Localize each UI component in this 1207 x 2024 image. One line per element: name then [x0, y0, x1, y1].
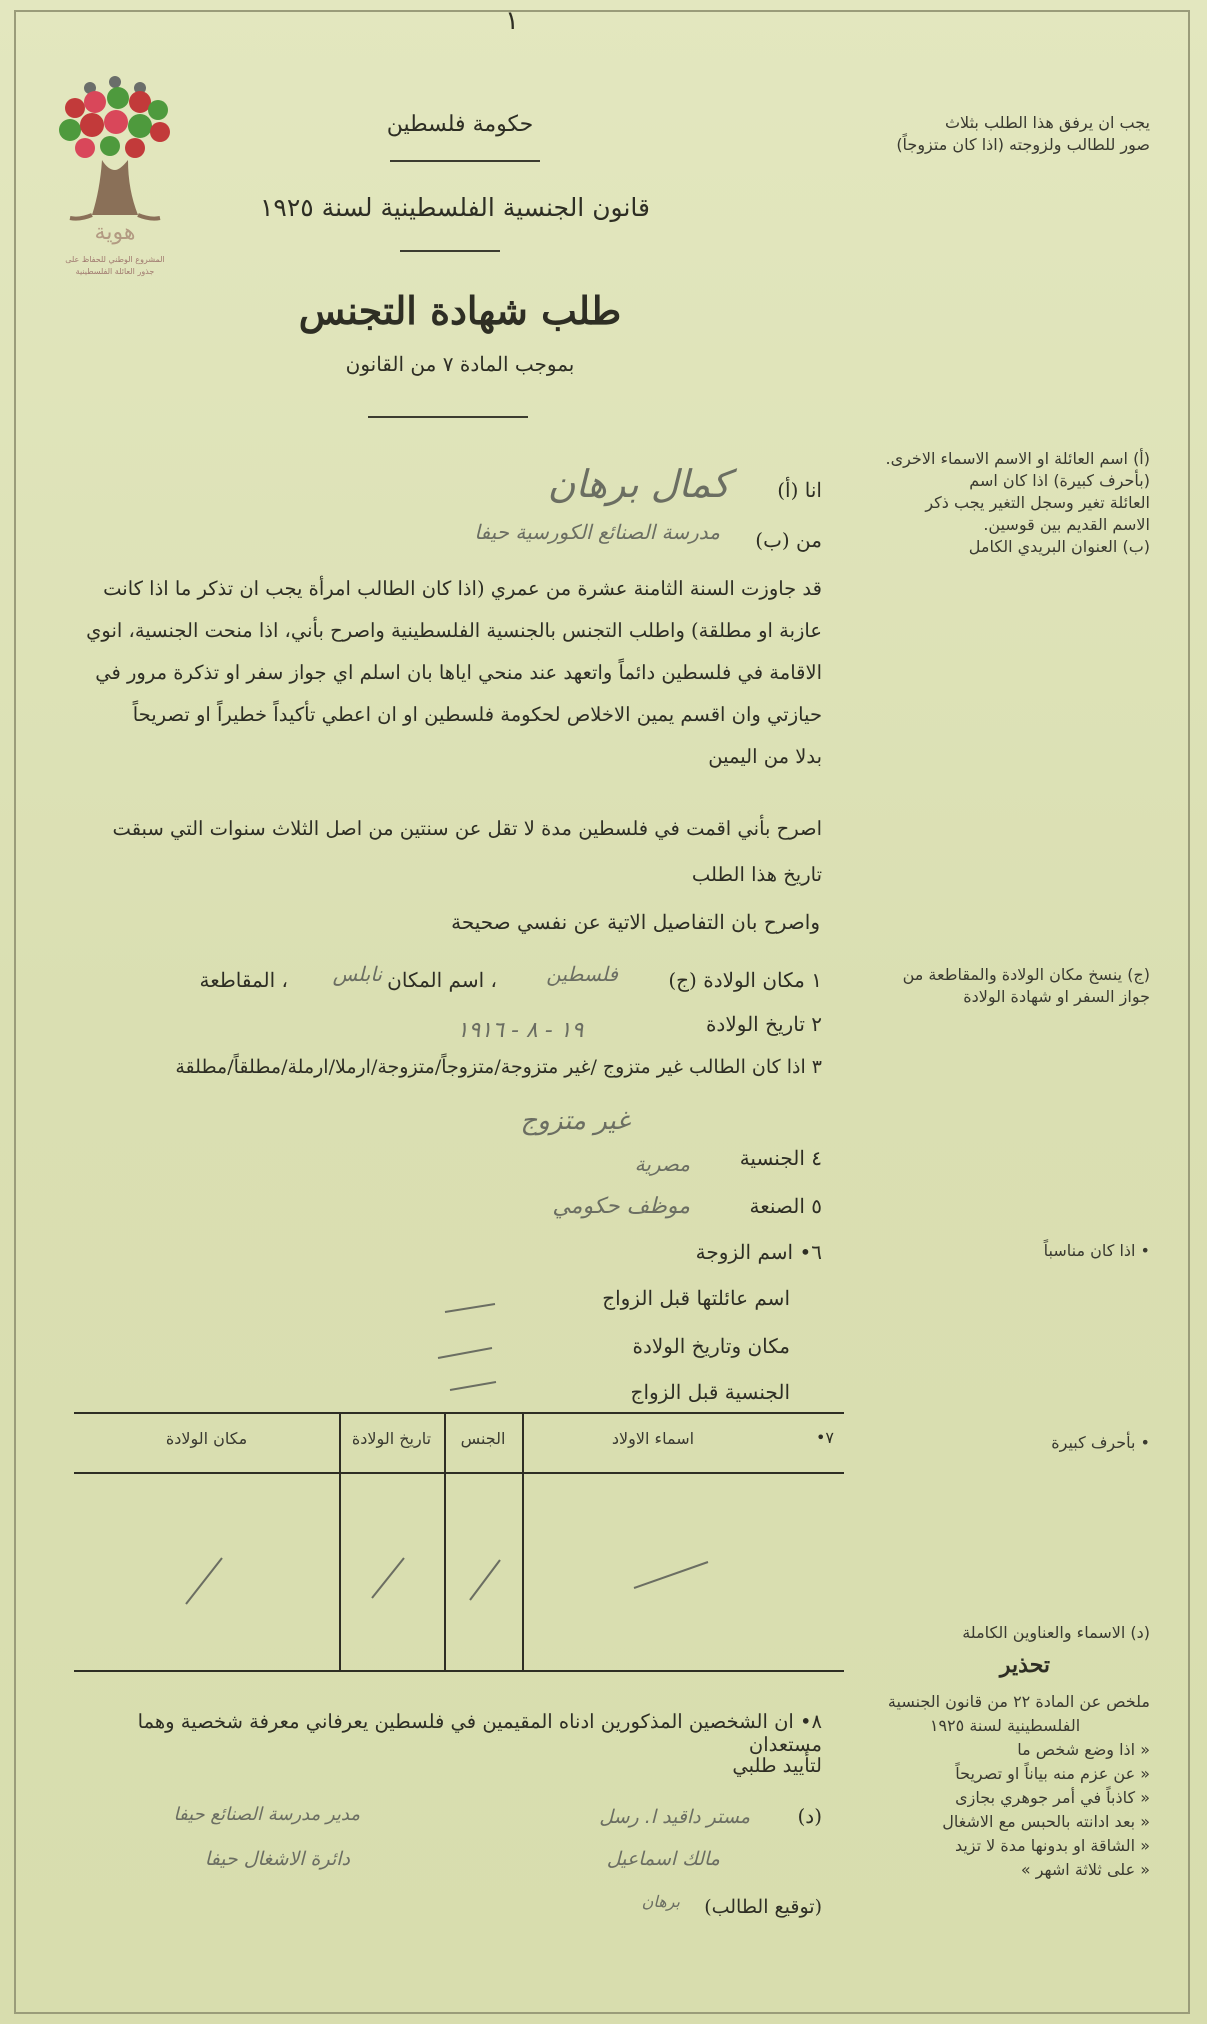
item6-label: ٦• اسم الزوجة: [695, 1240, 822, 1264]
witness1-name: مستر داقيد ا. رسل: [599, 1806, 750, 1828]
warning-line: « على ثلاثة اشهر »: [1020, 1860, 1150, 1879]
declaration-line: حيازتي وان اقسم يمين الاخلاص لحكومة فلسطين او ان اعطي تأكيداً خطيراً او تصريحاً: [132, 703, 822, 726]
table-number: ٧•: [815, 1428, 834, 1447]
witness-text-1: ٨• ان الشخصين المذكورين ادناه المقيمين في فلسطين يعرفاني معرفة شخصية وهما مستعدان: [137, 1710, 822, 1756]
declaration-line: الاقامة في فلسطين دائماً واتعهد عند منحي اياها بان اسلم اي جواز سفر او تذكرة مرور في: [95, 661, 822, 684]
government-heading: حكومة فلسطين: [386, 112, 534, 137]
residence-line: تاريخ هذا الطلب: [691, 863, 822, 886]
note-if-appropriate: • اذا كان مناسباً: [1043, 1241, 1150, 1260]
details-intro: واصرح بان التفاصيل الاتية عن نفسي صحيحة: [451, 910, 820, 934]
note-photos-line: يجب ان يرفق هذا الطلب بثلاث: [944, 113, 1150, 132]
hawiya-logo: [40, 70, 190, 300]
logo-name: هوية: [94, 220, 136, 245]
item1-town-value: نابلس: [332, 962, 382, 986]
children-table: [74, 1412, 844, 1672]
item6-nationality: الجنسية قبل الزواج: [630, 1380, 790, 1404]
form-title: طلب شهادة التجنس: [298, 288, 622, 333]
table-border-top: [74, 1412, 844, 1414]
label-from: من (ب): [755, 528, 822, 552]
note-capitals: • بأحرف كبيرة: [1051, 1433, 1150, 1452]
declaration-line: بدلا من اليمين: [708, 745, 822, 768]
note-photos-line: صور للطالب ولزوجته (اذا كان متزوجاً): [896, 135, 1150, 154]
page-mark: ١: [505, 6, 519, 36]
signature-label: (توقيع الطالب): [704, 1896, 822, 1918]
note-c-line: جواز السفر او شهادة الولادة: [963, 987, 1150, 1006]
note-a-line: العائلة تغير وسجل التغير يجب ذكر: [925, 493, 1150, 512]
col-header-names: اسماء الاولاد: [611, 1429, 695, 1448]
note-a-line: (بأحرف كبيرة) اذا كان اسم: [969, 471, 1150, 490]
item1-value: فلسطين: [546, 962, 618, 986]
label-i: انا (أ): [777, 478, 822, 502]
col-header-birth-date: تاريخ الولادة: [351, 1429, 432, 1448]
table-dash-marks: [74, 1474, 844, 1670]
warning-line: « اذا وضع شخص ما: [1017, 1740, 1150, 1759]
witness-d-label: (د): [797, 1804, 822, 1828]
note-a-line: الاسم القديم بين قوسين.: [983, 515, 1150, 534]
note-a-line: (ب) العنوان البريدي الكامل: [968, 537, 1150, 556]
warning-line: « الشاقة او بدونها مدة لا تزيد: [954, 1836, 1150, 1855]
item4-label: ٤ الجنسية: [739, 1146, 822, 1170]
col-header-birth-place: مكان الولادة: [165, 1429, 248, 1448]
heading-rule-3: [368, 416, 528, 418]
declaration-paragraph: [80, 568, 822, 778]
note-c-line: (ج) ينسخ مكان الولادة والمقاطعة من: [902, 965, 1150, 984]
warning-line: ملخص عن المادة ٢٢ من قانون الجنسية: [887, 1692, 1150, 1711]
item1-district-label: ، المقاطعة: [199, 968, 288, 992]
declaration-line: عازبة او مطلقة) واطلب التجنس بالجنسية الفلسطينية واصرح بأني، اذا منحت الجنسية، انوي: [86, 619, 822, 642]
item2-label: ٢ تاريخ الولادة: [705, 1012, 822, 1036]
logo-caption-1: المشروع الوطني للحفاظ على: [65, 255, 165, 264]
warning-title: تحذير: [999, 1652, 1051, 1678]
note-photos: [840, 112, 1150, 156]
warning-line: « عن عزم منه بياناً او تصريحاً: [955, 1764, 1150, 1783]
note-a: [830, 448, 1150, 558]
item6-family: اسم عائلتها قبل الزواج: [602, 1286, 790, 1310]
form-subtitle: بموجب المادة ٧ من القانون: [345, 352, 575, 376]
item2-value: ١٩ - ٨ - ١٩١٦: [456, 1018, 584, 1043]
item6-dash-marks: [420, 1290, 530, 1400]
note-d: (د) الاسماء والعناوين الكاملة: [962, 1623, 1150, 1642]
heading-rule-2: [400, 250, 500, 252]
table-border-bottom: [74, 1670, 844, 1672]
item5-label: ٥ الصنعة: [749, 1194, 822, 1218]
item3-label: ٣ اذا كان الطالب غير متزوج /غير متزوجة/متزوجاً/متزوجة/ارملا/ارملة/مطلقاً/مطلقة: [175, 1056, 822, 1078]
item1-label: ١ مكان الولادة (ج): [668, 968, 822, 992]
logo-caption-2: جذور العائلة الفلسطينية: [75, 267, 155, 276]
witness-text-2: لتأييد طلبي: [732, 1754, 822, 1777]
applicant-name: كمال برهان: [547, 462, 730, 506]
note-c: [830, 964, 1150, 1008]
item5-value: موظف حكومي: [552, 1194, 690, 1219]
heading-rule-1: [390, 160, 540, 162]
law-heading: قانون الجنسية الفلسطينية لسنة ١٩٢٥: [260, 193, 650, 222]
witness1-address: مدير مدرسة الصنائع حيفا: [173, 1804, 360, 1825]
warning-box: [860, 1690, 1150, 1882]
witness2-name: مالك اسماعيل: [606, 1848, 720, 1870]
residence-paragraph: [80, 806, 822, 898]
item3-value: غير متزوج: [520, 1106, 630, 1136]
applicant-address: مدرسة الصنائع الكورسية حيفا: [474, 520, 720, 544]
warning-line: الفلسطينية لسنة ١٩٢٥: [929, 1716, 1081, 1735]
item4-value: مصرية: [634, 1152, 690, 1176]
note-a-line: (أ) اسم العائلة او الاسم الاسماء الاخرى.: [885, 449, 1150, 468]
applicant-signature: برهان: [641, 1892, 680, 1911]
witness2-address: دائرة الاشغال حيفا: [204, 1848, 350, 1870]
declaration-line: قد جاوزت السنة الثامنة عشرة من عمري (اذا كان الطالب امرأة يجب ان تذكر ما اذا كانت: [103, 577, 822, 600]
warning-line: « كاذباً في أمر جوهري بجازى: [955, 1788, 1150, 1807]
warning-line: « بعد ادانته بالحبس مع الاشغال: [942, 1812, 1150, 1831]
item1-town-label: ، اسم المكان: [387, 968, 497, 992]
item6-place: مكان وتاريخ الولادة: [632, 1334, 790, 1358]
residence-line: اصرح بأني اقمت في فلسطين مدة لا تقل عن سنتين من اصل الثلاث سنوات التي سبقت: [112, 817, 822, 840]
col-header-sex: الجنس: [460, 1429, 506, 1448]
